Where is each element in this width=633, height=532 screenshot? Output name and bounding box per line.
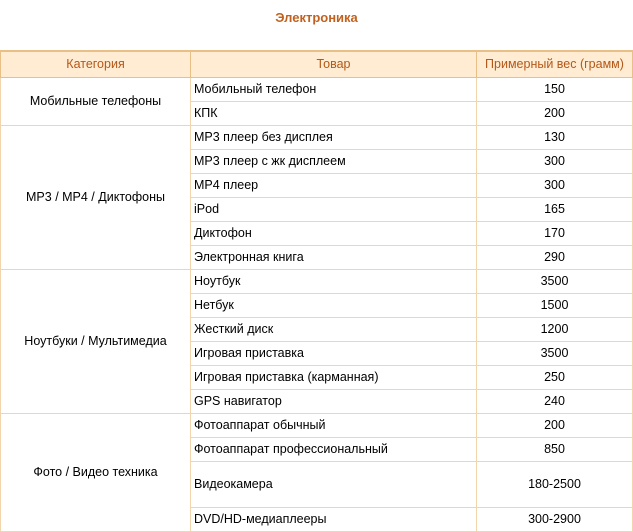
weight-cell: 130: [477, 126, 633, 150]
product-cell: GPS навигатор: [191, 390, 477, 414]
weight-cell: 150: [477, 78, 633, 102]
category-cell: Мобильные телефоны: [1, 78, 191, 126]
weight-cell: 240: [477, 390, 633, 414]
category-cell: Фото / Видео техника: [1, 414, 191, 532]
category-cell: Ноутбуки / Мультимедиа: [1, 270, 191, 414]
weight-cell: 300: [477, 174, 633, 198]
weight-cell: 180-2500: [477, 462, 633, 508]
table-row: [1, 126, 633, 150]
product-cell: Игровая приставка (карманная): [191, 366, 477, 390]
table-row: [1, 414, 633, 438]
header-category: Категория: [1, 51, 191, 78]
product-cell: Фотоаппарат обычный: [191, 414, 477, 438]
product-cell: MP3 плеер с жк дисплеем: [191, 150, 477, 174]
header-product: Товар: [191, 51, 477, 78]
product-cell: MP4 плеер: [191, 174, 477, 198]
weight-cell: 250: [477, 366, 633, 390]
weight-cell: 300-2900: [477, 508, 633, 532]
product-cell: Нетбук: [191, 294, 477, 318]
header-row: [1, 51, 633, 78]
product-cell: DVD/HD-медиаплееры: [191, 508, 477, 532]
weight-cell: 170: [477, 222, 633, 246]
weight-cell: 1500: [477, 294, 633, 318]
table-row: [1, 78, 633, 102]
weight-cell: 165: [477, 198, 633, 222]
product-cell: Ноутбук: [191, 270, 477, 294]
product-cell: Электронная книга: [191, 246, 477, 270]
product-cell: Диктофон: [191, 222, 477, 246]
weight-cell: 1200: [477, 318, 633, 342]
weight-cell: 200: [477, 102, 633, 126]
weight-cell: 850: [477, 438, 633, 462]
product-cell: iPod: [191, 198, 477, 222]
header-weight: Примерный вес (грамм): [477, 51, 633, 78]
product-cell: Фотоаппарат профессиональный: [191, 438, 477, 462]
product-cell: Жесткий диск: [191, 318, 477, 342]
product-cell: Видеокамера: [191, 462, 477, 508]
product-cell: Мобильный телефон: [191, 78, 477, 102]
weight-cell: 300: [477, 150, 633, 174]
category-cell: MP3 / MP4 / Диктофоны: [1, 126, 191, 270]
weight-cell: 290: [477, 246, 633, 270]
product-cell: MP3 плеер без дисплея: [191, 126, 477, 150]
weight-cell: 3500: [477, 270, 633, 294]
product-cell: КПК: [191, 102, 477, 126]
weight-cell: 200: [477, 414, 633, 438]
weight-cell: 3500: [477, 342, 633, 366]
weight-table: [0, 50, 633, 532]
page-title: Электроника: [275, 10, 358, 25]
product-cell: Игровая приставка: [191, 342, 477, 366]
table-row: [1, 270, 633, 294]
